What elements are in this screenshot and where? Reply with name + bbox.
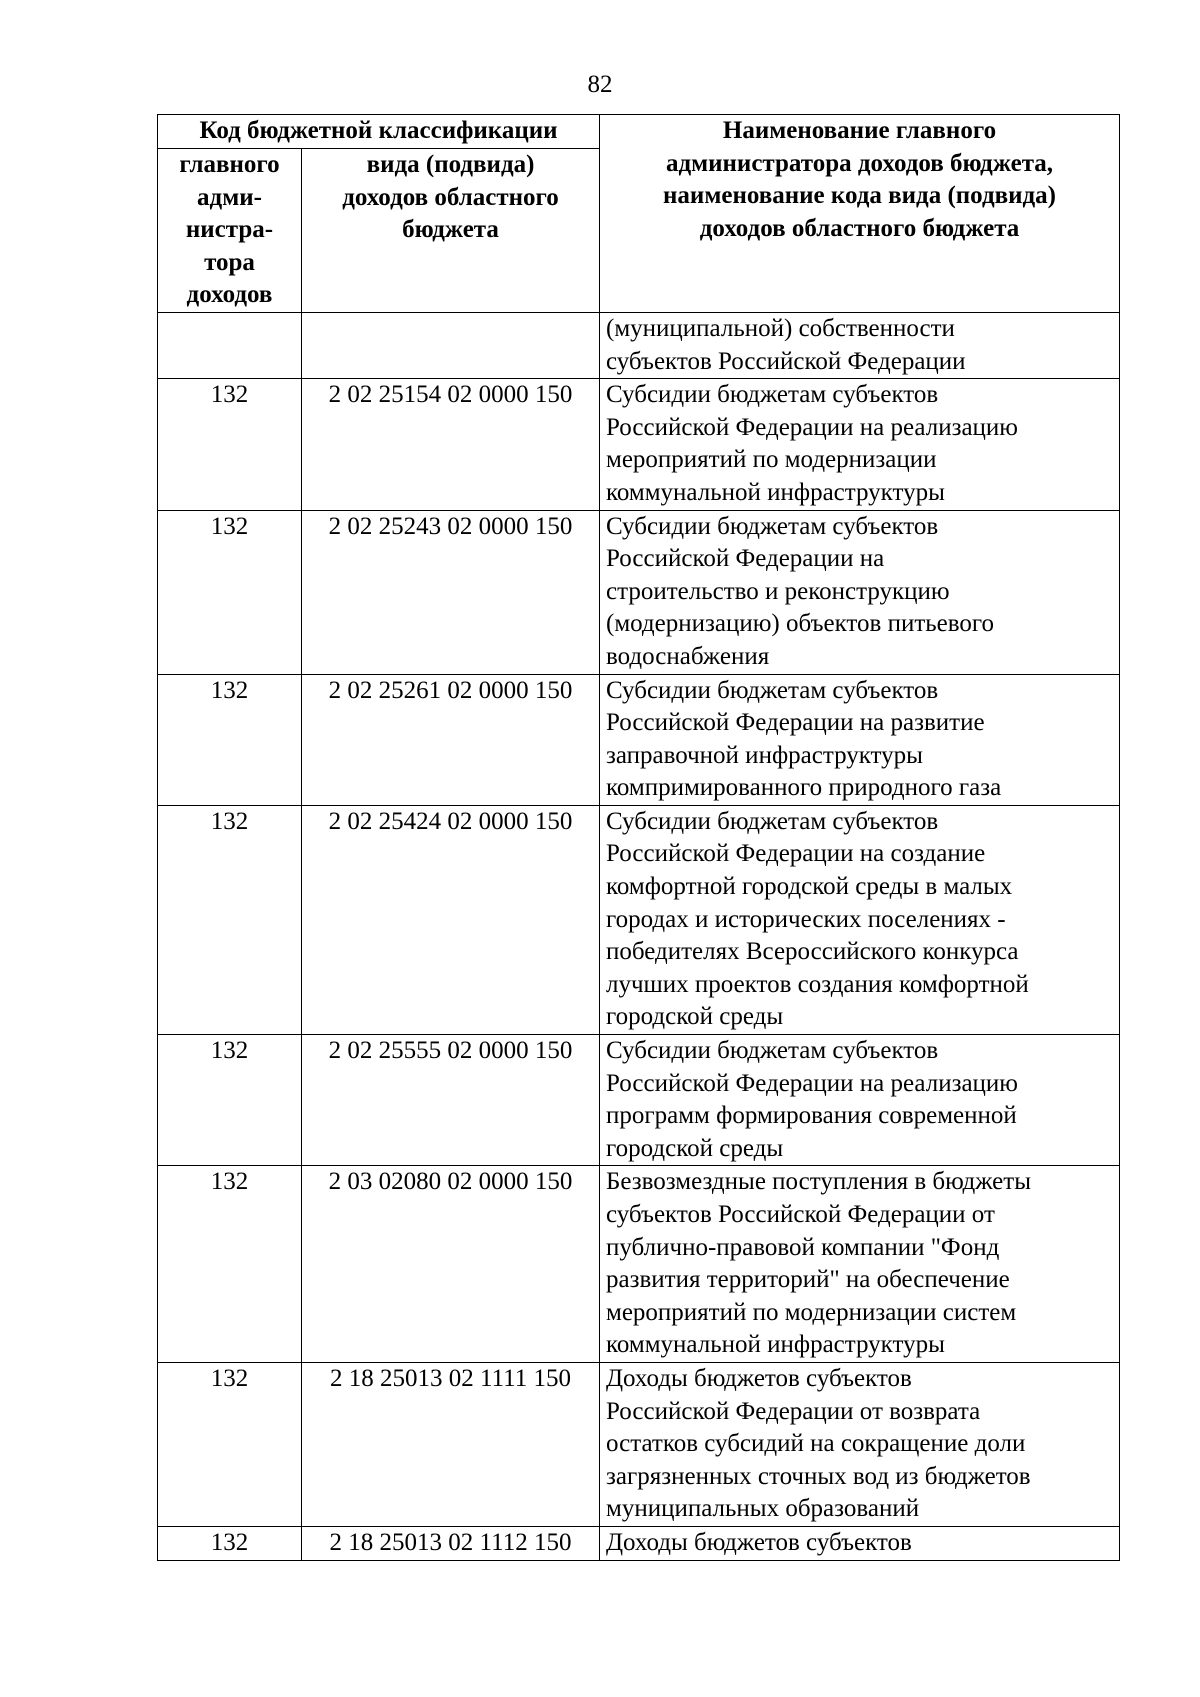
revenue-name-cell: Безвозмездные поступления в бюджеты субъектов Российской Федерации от публично-правовой компании "Фонд развития территорий" на обеспечение мероприятий по модернизации систем коммунальной инфраструктуры (600, 1166, 1120, 1363)
table-row (158, 510, 1120, 674)
table-row (158, 1166, 1120, 1363)
revenue-name-cell: Субсидии бюджетам субъектов Российской Федерации на реализацию мероприятий по модернизации коммунальной инфраструктуры (600, 379, 1120, 510)
budget-classification-table (157, 114, 1120, 1561)
revenue-code-cell: 2 02 25555 02 0000 150 (302, 1035, 600, 1166)
header-kind-column: вида (подвида) доходов областного бюджета (302, 149, 600, 313)
page-number: 82 (587, 71, 613, 98)
admin-code-cell: 132 (158, 1526, 302, 1560)
revenue-name-cell: Субсидии бюджетам субъектов Российской Федерации на строительство и реконструкцию (модернизацию) объектов питьевого водоснабжения (600, 510, 1120, 674)
revenue-code-cell: 2 03 02080 02 0000 150 (302, 1166, 600, 1363)
admin-code-cell: 132 (158, 1166, 302, 1363)
revenue-name-cell: (муниципальной) собственности субъектов Российской Федерации (600, 312, 1120, 378)
revenue-name-cell: Субсидии бюджетам субъектов Российской Федерации на развитие заправочной инфраструктуры компримированного природного газа (600, 674, 1120, 805)
header-admin-column: главного адми- нистра- тора доходов (158, 149, 302, 313)
admin-code-cell: 132 (158, 1035, 302, 1166)
table-body (158, 312, 1120, 1560)
revenue-code-cell: 2 18 25013 02 1111 150 (302, 1362, 600, 1526)
admin-code-cell: 132 (158, 674, 302, 805)
table-row (158, 1035, 1120, 1166)
revenue-code-cell: 2 02 25261 02 0000 150 (302, 674, 600, 805)
table-row (158, 312, 1120, 378)
admin-code-cell: 132 (158, 805, 302, 1034)
table-row (158, 379, 1120, 510)
table-row (158, 1362, 1120, 1526)
revenue-code-cell: 2 02 25243 02 0000 150 (302, 510, 600, 674)
admin-code-cell: 132 (158, 379, 302, 510)
revenue-code-cell (302, 312, 600, 378)
admin-code-cell (158, 312, 302, 378)
header-row-group (158, 115, 1120, 149)
header-budget-code-group: Код бюджетной классификации (158, 115, 600, 149)
table-header (158, 115, 1120, 313)
admin-code-cell: 132 (158, 510, 302, 674)
revenue-name-cell: Субсидии бюджетам субъектов Российской Федерации на реализацию программ формирования современной городской среды (600, 1035, 1120, 1166)
revenue-code-cell: 2 02 25154 02 0000 150 (302, 379, 600, 510)
table-row (158, 1526, 1120, 1560)
table-row (158, 805, 1120, 1034)
header-name-column: Наименование главного администратора доходов бюджета, наименование кода вида (подвида) доходов областного бюджета (600, 115, 1120, 313)
revenue-code-cell: 2 02 25424 02 0000 150 (302, 805, 600, 1034)
admin-code-cell: 132 (158, 1362, 302, 1526)
table-row (158, 674, 1120, 805)
revenue-name-cell: Доходы бюджетов субъектов (600, 1526, 1120, 1560)
revenue-name-cell: Доходы бюджетов субъектов Российской Федерации от возврата остатков субсидий на сокращение доли загрязненных сточных вод из бюджетов муниципальных образований (600, 1362, 1120, 1526)
revenue-code-cell: 2 18 25013 02 1112 150 (302, 1526, 600, 1560)
revenue-name-cell: Субсидии бюджетам субъектов Российской Федерации на создание комфортной городской среды в малых городах и исторических поселениях - победителях Всероссийского конкурса лучших проектов создания комфортной городской среды (600, 805, 1120, 1034)
